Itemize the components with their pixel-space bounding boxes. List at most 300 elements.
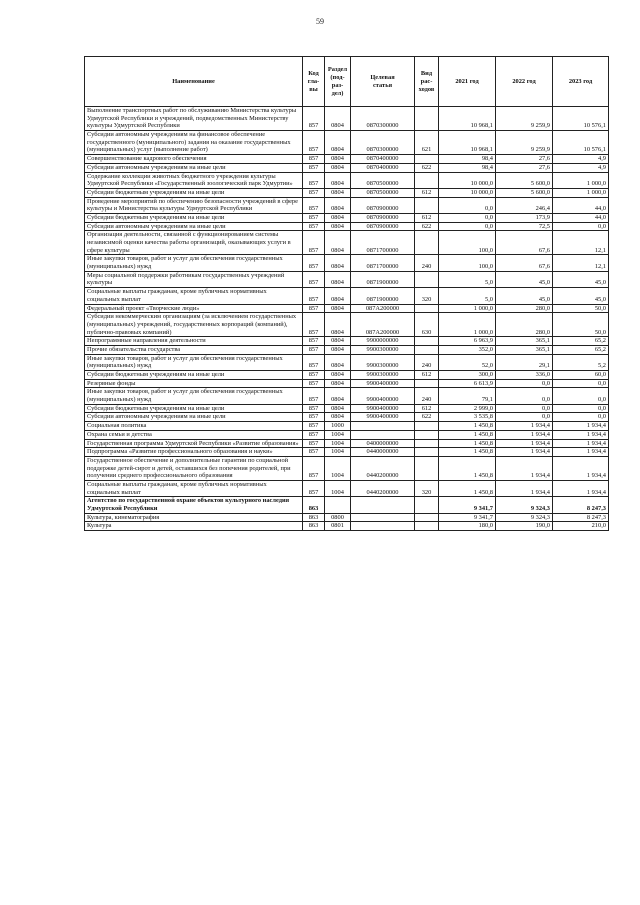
cell-name: Субсидии бюджетным учреждениям на иные цели bbox=[85, 404, 303, 413]
cell-2023: 65,2 bbox=[553, 337, 609, 346]
table-row bbox=[85, 522, 609, 531]
cell-target-article: 0440200000 bbox=[351, 480, 415, 496]
cell-expense-type: 240 bbox=[415, 354, 439, 370]
cell-2023: 0,0 bbox=[553, 222, 609, 231]
cell-expense-type bbox=[415, 345, 439, 354]
cell-target-article: 0400000000 bbox=[351, 439, 415, 448]
cell-expense-type bbox=[415, 456, 439, 480]
cell-target-article: 9900400000 bbox=[351, 413, 415, 422]
cell-target-article: 0871900000 bbox=[351, 271, 415, 287]
cell-expense-type: 612 bbox=[415, 404, 439, 413]
cell-ministry-code: 857 bbox=[303, 271, 325, 287]
cell-2023: 60,0 bbox=[553, 371, 609, 380]
table-row bbox=[85, 345, 609, 354]
cell-2022: 246,4 bbox=[496, 197, 553, 213]
cell-2022: 27,6 bbox=[496, 163, 553, 172]
cell-target-article bbox=[351, 430, 415, 439]
cell-ministry-code: 857 bbox=[303, 172, 325, 188]
cell-target-article: 0870400000 bbox=[351, 163, 415, 172]
cell-expense-type bbox=[415, 497, 439, 513]
cell-section: 0804 bbox=[325, 255, 351, 271]
cell-target-article: 0870300000 bbox=[351, 107, 415, 131]
cell-2021: 10 968,1 bbox=[439, 107, 496, 131]
cell-2021: 1 450,8 bbox=[439, 439, 496, 448]
table-row bbox=[85, 413, 609, 422]
cell-2022: 365,1 bbox=[496, 337, 553, 346]
cell-2021: 98,4 bbox=[439, 163, 496, 172]
cell-target-article: 9900400000 bbox=[351, 404, 415, 413]
cell-expense-type bbox=[415, 231, 439, 255]
cell-2023: 45,0 bbox=[553, 271, 609, 287]
cell-ministry-code: 857 bbox=[303, 288, 325, 304]
header-ministry-code: Код гла- вы bbox=[303, 57, 325, 107]
cell-name: Социальные выплаты гражданам, кроме публичных нормативных социальных выплат bbox=[85, 288, 303, 304]
cell-expense-type: 612 bbox=[415, 188, 439, 197]
cell-2021: 3 535,8 bbox=[439, 413, 496, 422]
cell-2023: 1 000,0 bbox=[553, 172, 609, 188]
cell-2022: 1 934,4 bbox=[496, 480, 553, 496]
cell-2022: 29,1 bbox=[496, 354, 553, 370]
cell-ministry-code: 857 bbox=[303, 304, 325, 313]
cell-2023: 65,2 bbox=[553, 345, 609, 354]
cell-ministry-code: 857 bbox=[303, 404, 325, 413]
cell-2023: 1 934,4 bbox=[553, 456, 609, 480]
cell-name: Культура bbox=[85, 522, 303, 531]
cell-2022: 9 324,3 bbox=[496, 497, 553, 513]
cell-2021: 98,4 bbox=[439, 155, 496, 164]
cell-target-article: 0871700000 bbox=[351, 255, 415, 271]
cell-name: Выполнение транспортных работ по обслуживанию Министерства культуры Удмуртской Республики и учреждений, подведомственных Министерству культуры Удмуртской Республики bbox=[85, 107, 303, 131]
table-row bbox=[85, 497, 609, 513]
cell-2023: 0,0 bbox=[553, 413, 609, 422]
cell-2022: 9 259,9 bbox=[496, 107, 553, 131]
cell-name: Субсидии автономным учреждениям на иные цели bbox=[85, 222, 303, 231]
cell-2021: 6 963,9 bbox=[439, 337, 496, 346]
table-row bbox=[85, 371, 609, 380]
cell-section: 0804 bbox=[325, 188, 351, 197]
cell-section: 0804 bbox=[325, 288, 351, 304]
cell-target-article: 9900400000 bbox=[351, 379, 415, 388]
cell-expense-type bbox=[415, 337, 439, 346]
cell-target-article: 0440000000 bbox=[351, 448, 415, 457]
cell-section: 0804 bbox=[325, 413, 351, 422]
budget-table bbox=[84, 56, 609, 531]
cell-2022: 45,0 bbox=[496, 288, 553, 304]
table-row bbox=[85, 231, 609, 255]
cell-name: Резервные фонды bbox=[85, 379, 303, 388]
cell-name: Иные закупки товаров, работ и услуг для обеспечения государственных (муниципальных) нужд bbox=[85, 354, 303, 370]
cell-name: Прочие обязательства государства bbox=[85, 345, 303, 354]
cell-ministry-code: 857 bbox=[303, 163, 325, 172]
cell-name: Субсидии автономным учреждениям на иные цели bbox=[85, 413, 303, 422]
table-body bbox=[85, 107, 609, 531]
cell-2022: 27,6 bbox=[496, 155, 553, 164]
cell-expense-type: 612 bbox=[415, 371, 439, 380]
cell-section: 0804 bbox=[325, 404, 351, 413]
cell-2021: 300,0 bbox=[439, 371, 496, 380]
cell-ministry-code: 857 bbox=[303, 480, 325, 496]
cell-target-article: 9900300000 bbox=[351, 354, 415, 370]
cell-2023: 50,0 bbox=[553, 313, 609, 337]
cell-2021: 5,0 bbox=[439, 271, 496, 287]
cell-expense-type: 240 bbox=[415, 255, 439, 271]
cell-target-article: 087A200000 bbox=[351, 313, 415, 337]
table-row bbox=[85, 288, 609, 304]
cell-section: 0804 bbox=[325, 222, 351, 231]
cell-target-article: 0870900000 bbox=[351, 197, 415, 213]
cell-2022: 0,0 bbox=[496, 413, 553, 422]
cell-2021: 0,0 bbox=[439, 213, 496, 222]
cell-name: Культура, кинематография bbox=[85, 513, 303, 522]
table-row bbox=[85, 131, 609, 155]
table-row bbox=[85, 379, 609, 388]
cell-ministry-code: 857 bbox=[303, 197, 325, 213]
cell-section: 1000 bbox=[325, 422, 351, 431]
cell-2023: 0,0 bbox=[553, 388, 609, 404]
table-row bbox=[85, 155, 609, 164]
cell-2022: 1 934,4 bbox=[496, 448, 553, 457]
cell-name: Проведение мероприятий по обеспечению безопасности учреждений в сфере культуры и Министерства культуры Удмуртской Республики bbox=[85, 197, 303, 213]
cell-section: 1004 bbox=[325, 456, 351, 480]
cell-name: Субсидии автономным учреждениям на финансовое обеспечение государственного (муниципального) задания на оказание государственных (муниципальных) услуг (выполнение работ) bbox=[85, 131, 303, 155]
table-header bbox=[85, 57, 609, 107]
cell-target-article bbox=[351, 522, 415, 531]
cell-section: 0804 bbox=[325, 313, 351, 337]
cell-ministry-code: 863 bbox=[303, 513, 325, 522]
cell-2023: 1 934,4 bbox=[553, 430, 609, 439]
table-row bbox=[85, 422, 609, 431]
cell-target-article: 0870300000 bbox=[351, 131, 415, 155]
cell-expense-type: 240 bbox=[415, 388, 439, 404]
cell-ministry-code: 857 bbox=[303, 255, 325, 271]
header-expense-type: Вид рас- ходов bbox=[415, 57, 439, 107]
table-row bbox=[85, 439, 609, 448]
cell-2021: 6 613,9 bbox=[439, 379, 496, 388]
cell-ministry-code: 857 bbox=[303, 439, 325, 448]
table-row bbox=[85, 271, 609, 287]
cell-name: Федеральный проект «Творческие люди» bbox=[85, 304, 303, 313]
cell-section: 1004 bbox=[325, 448, 351, 457]
cell-2023: 1 000,0 bbox=[553, 188, 609, 197]
cell-section: 0804 bbox=[325, 231, 351, 255]
cell-ministry-code: 857 bbox=[303, 337, 325, 346]
cell-name: Субсидии бюджетным учреждениям на иные цели bbox=[85, 188, 303, 197]
cell-expense-type bbox=[415, 439, 439, 448]
cell-expense-type bbox=[415, 155, 439, 164]
cell-2022: 280,0 bbox=[496, 313, 553, 337]
cell-2021: 79,1 bbox=[439, 388, 496, 404]
cell-expense-type bbox=[415, 379, 439, 388]
cell-2021: 1 450,8 bbox=[439, 448, 496, 457]
cell-target-article: 0870400000 bbox=[351, 155, 415, 164]
cell-expense-type bbox=[415, 304, 439, 313]
cell-expense-type: 622 bbox=[415, 163, 439, 172]
cell-2021: 100,0 bbox=[439, 255, 496, 271]
table-row bbox=[85, 388, 609, 404]
cell-ministry-code: 857 bbox=[303, 188, 325, 197]
table-row bbox=[85, 213, 609, 222]
cell-expense-type bbox=[415, 448, 439, 457]
cell-name: Государственное обеспечение и дополнительные гарантии по социальной поддержке детей-сирот и детей, оставшихся без попечения родителей, при получении среднего профессионального образования bbox=[85, 456, 303, 480]
table-row bbox=[85, 172, 609, 188]
cell-ministry-code: 857 bbox=[303, 430, 325, 439]
cell-target-article: 9900300000 bbox=[351, 345, 415, 354]
cell-ministry-code: 857 bbox=[303, 379, 325, 388]
cell-name: Иные закупки товаров, работ и услуг для обеспечения государственных (муниципальных) нужд bbox=[85, 388, 303, 404]
cell-2022: 9 324,3 bbox=[496, 513, 553, 522]
cell-target-article: 0870900000 bbox=[351, 222, 415, 231]
cell-2021: 1 450,8 bbox=[439, 422, 496, 431]
table-row bbox=[85, 430, 609, 439]
cell-section: 0804 bbox=[325, 155, 351, 164]
table-row bbox=[85, 480, 609, 496]
cell-2021: 52,0 bbox=[439, 354, 496, 370]
table-row bbox=[85, 337, 609, 346]
cell-section: 1004 bbox=[325, 430, 351, 439]
cell-target-article: 0440200000 bbox=[351, 456, 415, 480]
cell-expense-type bbox=[415, 172, 439, 188]
cell-2023: 1 934,4 bbox=[553, 480, 609, 496]
cell-ministry-code: 863 bbox=[303, 497, 325, 513]
cell-2021: 9 341,7 bbox=[439, 497, 496, 513]
cell-2021: 1 450,8 bbox=[439, 430, 496, 439]
cell-2021: 10 000,0 bbox=[439, 188, 496, 197]
table-row bbox=[85, 448, 609, 457]
cell-2022: 336,0 bbox=[496, 371, 553, 380]
cell-section: 0804 bbox=[325, 379, 351, 388]
cell-2023: 1 934,4 bbox=[553, 439, 609, 448]
cell-section: 0804 bbox=[325, 371, 351, 380]
cell-expense-type: 320 bbox=[415, 288, 439, 304]
header-section: Раздел (под- раз- дел) bbox=[325, 57, 351, 107]
table-row bbox=[85, 456, 609, 480]
cell-2023: 45,0 bbox=[553, 288, 609, 304]
cell-expense-type: 320 bbox=[415, 480, 439, 496]
cell-expense-type: 630 bbox=[415, 313, 439, 337]
cell-ministry-code: 857 bbox=[303, 131, 325, 155]
cell-2022: 9 259,9 bbox=[496, 131, 553, 155]
cell-2021: 1 450,8 bbox=[439, 480, 496, 496]
cell-2023: 1 934,4 bbox=[553, 422, 609, 431]
cell-expense-type: 612 bbox=[415, 213, 439, 222]
cell-ministry-code: 857 bbox=[303, 354, 325, 370]
cell-2023: 4,9 bbox=[553, 163, 609, 172]
cell-name: Организация деятельности, связанной с функционированием системы независимой оценки качества работы организаций, оказывающих услуги в сфере культуры bbox=[85, 231, 303, 255]
cell-section: 0804 bbox=[325, 197, 351, 213]
table-row bbox=[85, 197, 609, 213]
table-row bbox=[85, 163, 609, 172]
cell-section bbox=[325, 497, 351, 513]
cell-expense-type: 621 bbox=[415, 131, 439, 155]
cell-name: Меры социальной поддержки работникам государственных учреждений культуры bbox=[85, 271, 303, 287]
cell-2023: 4,9 bbox=[553, 155, 609, 164]
header-2021: 2021 год bbox=[439, 57, 496, 107]
cell-2022: 1 934,4 bbox=[496, 456, 553, 480]
cell-2022: 45,0 bbox=[496, 271, 553, 287]
cell-2023: 0,0 bbox=[553, 379, 609, 388]
table-row bbox=[85, 313, 609, 337]
cell-2021: 2 999,0 bbox=[439, 404, 496, 413]
cell-2022: 365,1 bbox=[496, 345, 553, 354]
table-row bbox=[85, 188, 609, 197]
cell-2022: 67,6 bbox=[496, 255, 553, 271]
cell-name: Непрограммные направления деятельности bbox=[85, 337, 303, 346]
cell-2023: 210,0 bbox=[553, 522, 609, 531]
cell-2023: 1 934,4 bbox=[553, 448, 609, 457]
cell-2022: 0,0 bbox=[496, 404, 553, 413]
table-row bbox=[85, 513, 609, 522]
cell-2023: 8 247,3 bbox=[553, 497, 609, 513]
cell-section: 0804 bbox=[325, 213, 351, 222]
cell-section: 1004 bbox=[325, 439, 351, 448]
cell-ministry-code: 857 bbox=[303, 231, 325, 255]
cell-section: 0804 bbox=[325, 337, 351, 346]
cell-target-article: 0871700000 bbox=[351, 231, 415, 255]
table-row bbox=[85, 354, 609, 370]
header-2022: 2022 год bbox=[496, 57, 553, 107]
cell-2022: 190,0 bbox=[496, 522, 553, 531]
cell-section: 0800 bbox=[325, 513, 351, 522]
cell-section: 1004 bbox=[325, 480, 351, 496]
cell-target-article: 9900300000 bbox=[351, 371, 415, 380]
cell-section: 0804 bbox=[325, 172, 351, 188]
cell-2021: 100,0 bbox=[439, 231, 496, 255]
cell-target-article: 9900000000 bbox=[351, 337, 415, 346]
cell-name: Иные закупки товаров, работ и услуг для обеспечения государственных (муниципальных) нужд bbox=[85, 255, 303, 271]
cell-target-article: 0870500000 bbox=[351, 188, 415, 197]
cell-ministry-code: 857 bbox=[303, 413, 325, 422]
cell-ministry-code: 857 bbox=[303, 155, 325, 164]
cell-2022: 0,0 bbox=[496, 388, 553, 404]
cell-target-article bbox=[351, 422, 415, 431]
table-row bbox=[85, 255, 609, 271]
cell-2022: 72,5 bbox=[496, 222, 553, 231]
cell-name: Содержание коллекции животных бюджетного учреждения культуры Удмуртской Республики «Государственный зоологический парк Удмуртии» bbox=[85, 172, 303, 188]
cell-target-article: 087A200000 bbox=[351, 304, 415, 313]
cell-section: 0804 bbox=[325, 354, 351, 370]
cell-name: Государственная программа Удмуртской Республики «Развитие образования» bbox=[85, 439, 303, 448]
cell-ministry-code: 863 bbox=[303, 522, 325, 531]
cell-target-article bbox=[351, 513, 415, 522]
cell-section: 0804 bbox=[325, 131, 351, 155]
cell-section: 0801 bbox=[325, 522, 351, 531]
cell-2023: 10 576,1 bbox=[553, 131, 609, 155]
cell-ministry-code: 857 bbox=[303, 371, 325, 380]
cell-2023: 5,2 bbox=[553, 354, 609, 370]
cell-2023: 12,1 bbox=[553, 231, 609, 255]
table-row bbox=[85, 222, 609, 231]
cell-ministry-code: 857 bbox=[303, 345, 325, 354]
cell-name: Совершенствование кадрового обеспечения bbox=[85, 155, 303, 164]
cell-2021: 5,0 bbox=[439, 288, 496, 304]
cell-name: Агентство по государственной охране объектов культурного наследия Удмуртской Республики bbox=[85, 497, 303, 513]
cell-2021: 10 968,1 bbox=[439, 131, 496, 155]
cell-2021: 10 000,0 bbox=[439, 172, 496, 188]
cell-2021: 1 000,0 bbox=[439, 304, 496, 313]
table-row bbox=[85, 404, 609, 413]
cell-2022: 1 934,4 bbox=[496, 439, 553, 448]
cell-2023: 44,0 bbox=[553, 213, 609, 222]
cell-2021: 180,0 bbox=[439, 522, 496, 531]
cell-target-article: 0871900000 bbox=[351, 288, 415, 304]
cell-target-article bbox=[351, 497, 415, 513]
cell-2023: 12,1 bbox=[553, 255, 609, 271]
cell-name: Субсидии бюджетным учреждениям на иные цели bbox=[85, 371, 303, 380]
cell-name: Социальная политика bbox=[85, 422, 303, 431]
header-2023: 2023 год bbox=[553, 57, 609, 107]
cell-section: 0804 bbox=[325, 345, 351, 354]
header-target-article: Целевая статья bbox=[351, 57, 415, 107]
cell-expense-type bbox=[415, 513, 439, 522]
cell-2023: 10 576,1 bbox=[553, 107, 609, 131]
cell-expense-type bbox=[415, 422, 439, 431]
cell-2022: 173,9 bbox=[496, 213, 553, 222]
cell-ministry-code: 857 bbox=[303, 313, 325, 337]
cell-name: Субсидии автономным учреждениям на иные цели bbox=[85, 163, 303, 172]
cell-name: Охрана семьи и детства bbox=[85, 430, 303, 439]
cell-expense-type bbox=[415, 197, 439, 213]
table-row bbox=[85, 304, 609, 313]
cell-ministry-code: 857 bbox=[303, 456, 325, 480]
cell-2022: 0,0 bbox=[496, 379, 553, 388]
cell-2023: 44,0 bbox=[553, 197, 609, 213]
cell-2023: 50,0 bbox=[553, 304, 609, 313]
cell-expense-type bbox=[415, 107, 439, 131]
cell-name: Субсидии некоммерческим организациям (за исключением государственных (муниципальных) учреждений, государственных корпораций (компаний), публично-правовых компаний) bbox=[85, 313, 303, 337]
cell-expense-type: 622 bbox=[415, 413, 439, 422]
cell-target-article: 0870900000 bbox=[351, 213, 415, 222]
cell-name: Социальные выплаты гражданам, кроме публичных нормативных социальных выплат bbox=[85, 480, 303, 496]
cell-ministry-code: 857 bbox=[303, 213, 325, 222]
cell-expense-type: 622 bbox=[415, 222, 439, 231]
cell-2023: 8 247,3 bbox=[553, 513, 609, 522]
cell-2022: 5 600,0 bbox=[496, 188, 553, 197]
page-number: 59 bbox=[316, 17, 324, 26]
cell-section: 0804 bbox=[325, 304, 351, 313]
cell-2022: 1 934,4 bbox=[496, 422, 553, 431]
cell-2021: 0,0 bbox=[439, 197, 496, 213]
cell-target-article: 0870500000 bbox=[351, 172, 415, 188]
cell-expense-type bbox=[415, 522, 439, 531]
cell-ministry-code: 857 bbox=[303, 388, 325, 404]
cell-ministry-code: 857 bbox=[303, 422, 325, 431]
cell-name: Субсидии бюджетным учреждениям на иные цели bbox=[85, 213, 303, 222]
cell-2021: 9 341,7 bbox=[439, 513, 496, 522]
cell-2022: 1 934,4 bbox=[496, 430, 553, 439]
table-row bbox=[85, 107, 609, 131]
cell-2021: 1 000,0 bbox=[439, 313, 496, 337]
cell-section: 0804 bbox=[325, 163, 351, 172]
cell-2021: 1 450,8 bbox=[439, 456, 496, 480]
cell-2022: 67,6 bbox=[496, 231, 553, 255]
cell-expense-type bbox=[415, 430, 439, 439]
cell-2021: 352,0 bbox=[439, 345, 496, 354]
header-name: Наименование bbox=[85, 57, 303, 107]
cell-ministry-code: 857 bbox=[303, 107, 325, 131]
cell-2021: 0,0 bbox=[439, 222, 496, 231]
cell-2022: 280,0 bbox=[496, 304, 553, 313]
cell-name: Подпрограмма «Развитие профессионального образования и науки» bbox=[85, 448, 303, 457]
cell-ministry-code: 857 bbox=[303, 222, 325, 231]
cell-2023: 0,0 bbox=[553, 404, 609, 413]
cell-section: 0804 bbox=[325, 388, 351, 404]
cell-section: 0804 bbox=[325, 107, 351, 131]
cell-section: 0804 bbox=[325, 271, 351, 287]
cell-target-article: 9900400000 bbox=[351, 388, 415, 404]
cell-ministry-code: 857 bbox=[303, 448, 325, 457]
cell-expense-type bbox=[415, 271, 439, 287]
cell-2022: 5 600,0 bbox=[496, 172, 553, 188]
